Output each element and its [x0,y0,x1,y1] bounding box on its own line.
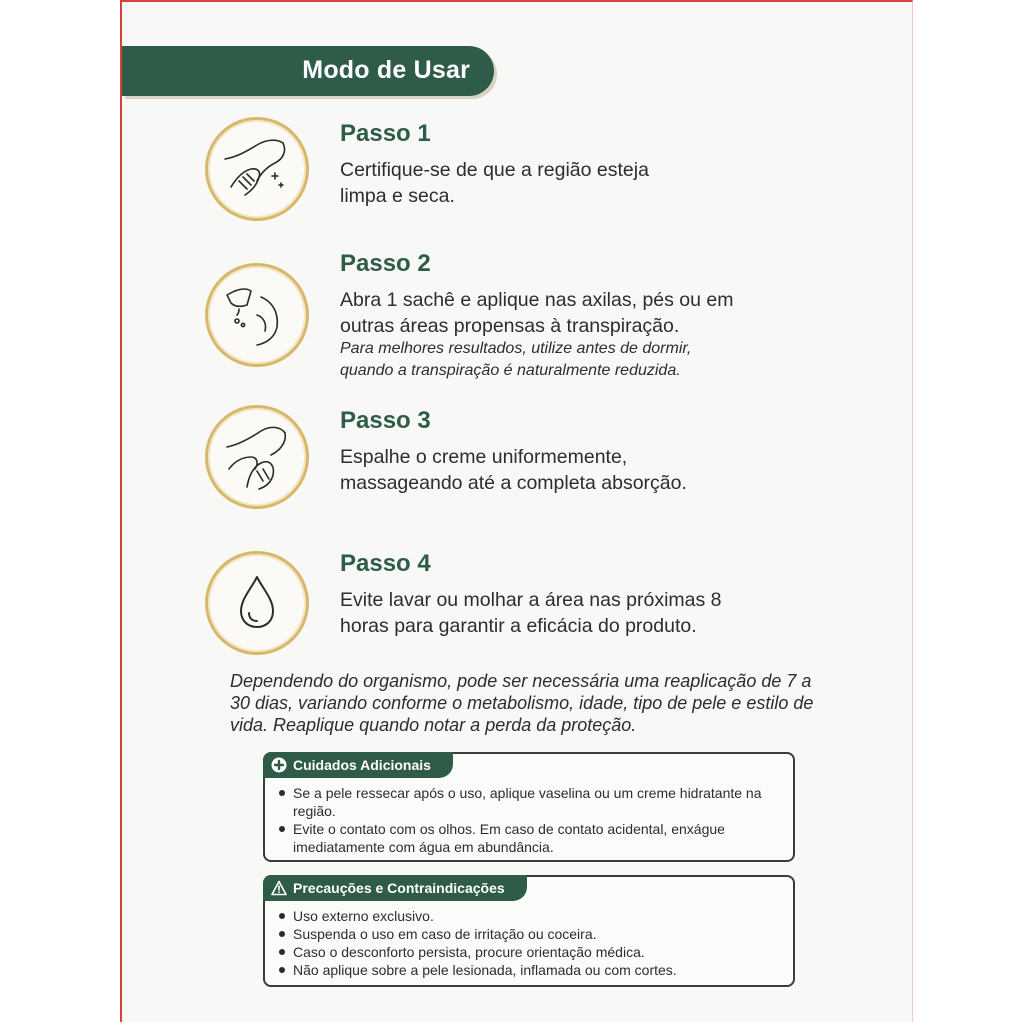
plus-circle-icon [271,757,287,773]
list-item: Suspenda o uso em caso de irritação ou coceira. [277,925,783,943]
section-title-bar [122,46,494,96]
step-4-text: Evite lavar ou molhar a área nas próximas 8 horas para garantir a eficácia do produto. [340,589,722,637]
additional-care-list [277,784,783,856]
additional-care-box [263,752,795,862]
list-item: Uso externo exclusivo. [277,907,783,925]
list-item: Caso o desconforto persista, procure orientação médica. [277,943,783,961]
warning-triangle-icon [271,880,287,896]
list-item: Se a pele ressecar após o uso, aplique vaselina ou um creme hidratante na região. [277,784,783,820]
step-1-title: Passo 1 [340,120,431,147]
precautions-title: Precauções e Contraindicações [293,880,505,896]
water-drop-icon [205,551,309,655]
additional-care-title: Cuidados Adicionais [293,757,431,773]
section-title: Modo de Usar [302,56,470,84]
list-item: Não aplique sobre a pele lesionada, inflamada ou com cortes. [277,961,783,979]
step-2-text: Abra 1 sachê e aplique nas axilas, pés ou em outras áreas propensas à transpiração. [340,289,734,337]
precautions-header [263,875,527,901]
additional-care-header [263,752,453,778]
precautions-box [263,875,795,987]
step-3-text: Espalhe o creme uniformemente, massageando até a completa absorção. [340,446,687,494]
precautions-list [277,907,783,979]
step-2-note: Para melhores resultados, utilize antes de dormir, quando a transpiração é naturalmente reduzida. [340,340,692,379]
clean-skin-icon [205,117,309,221]
list-item: Evite o contato com os olhos. Em caso de contato acidental, enxágue imediatamente com água em abundância. [277,820,783,856]
step-2-title: Passo 2 [340,250,431,277]
reapplication-note: Dependendo do organismo, pode ser necessária uma reaplicação de 7 a 30 dias, variando conforme o metabolismo, idade, tipo de pele e estilo de vida. Reaplique quando notar a perda da proteção. [230,671,814,735]
massage-hand-icon [205,405,309,509]
step-4-title: Passo 4 [340,550,431,577]
sachet-apply-icon [205,263,309,367]
step-1-text: Certifique-se de que a região esteja limpa e seca. [340,159,649,207]
step-3-title: Passo 3 [340,407,431,434]
